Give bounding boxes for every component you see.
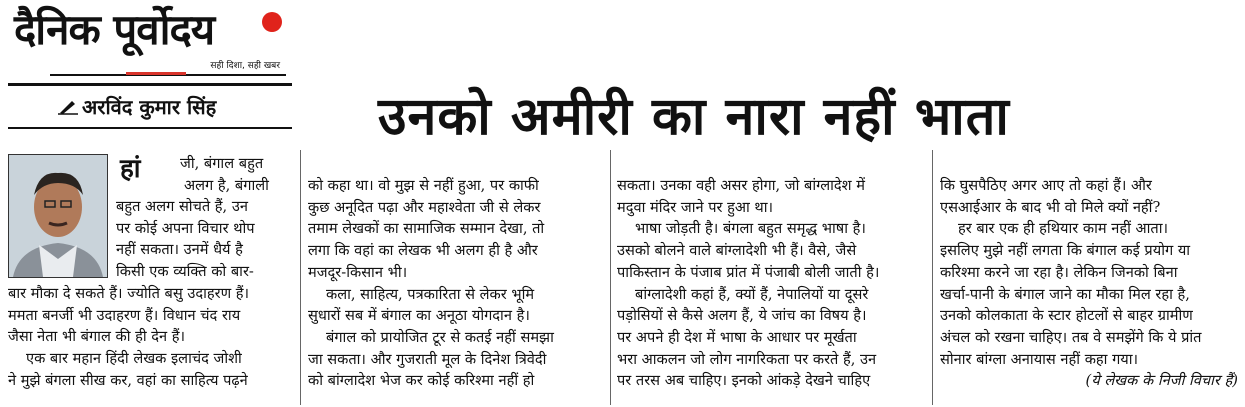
article-column-1-top [116, 153, 292, 196]
author-photo [8, 154, 108, 278]
column-1-line-9: जैसा नेता भी बंगाल की ही देन हैं। [8, 328, 186, 346]
drop-cap: हां [120, 154, 141, 184]
column-4-line-9: सोनार बांग्ला अनायास नहीं कहा गया। [940, 350, 1139, 368]
column-divider [932, 150, 933, 405]
column-4-line-4: इसलिए मुझे नहीं लगता कि बंगाल कई प्रयोग या [940, 242, 1191, 260]
masthead [14, 4, 286, 74]
column-2-line-6: कला, साहित्य, पत्रकारिता से लेकर भूमि [326, 285, 535, 303]
column-4-line-3: हर बार एक ही हथियार काम नहीं आता। [958, 220, 1169, 238]
column-1-line-8: ममता बनर्जी भी उदाहरण हैं। विधान चंद राय [8, 306, 241, 324]
column-3-line-6: बांग्लादेशी कहां हैं, क्यों हैं, नेपालियों या दूसरे [635, 285, 869, 303]
column-3-line-8: पर अपने ही देश में भाषा के आधार पर मूर्खता [617, 328, 857, 346]
column-4-line-1: कि घुसपैठिए अगर आए तो कहां हैं। और [940, 177, 1152, 194]
column-4-line-6: खर्चा-पानी के बंगाल जाने का मौका मिल रहा है, [940, 285, 1190, 303]
column-1-line-11: ने मुझे बंगला सीख कर, वहां का साहित्य पढ़ने [8, 371, 248, 389]
column-3-line-1: सकता। उनका वही असर होगा, जो बांग्लादेश में [617, 177, 865, 194]
byline-author: अरविंद कुमार सिंह [82, 95, 217, 119]
masthead-tagline: सही दिशा, सही खबर [210, 61, 280, 71]
column-1-line-10: एक बार महान हिंदी लेखक इलाचंद जोशी [26, 350, 242, 368]
byline-bottom-rule [8, 127, 292, 129]
column-3-line-10: पर तरस अब चाहिए। इनको आंकड़े देखने चाहिए [617, 372, 871, 390]
pen-icon [58, 97, 78, 115]
column-3-line-3: भाषा जोड़ती है। बंगला बहुत समृद्ध भाषा है। [635, 220, 866, 238]
column-3-line-4: उसको बोलने वाले बांग्लादेशी भी हैं। वैसे, जैसे [617, 242, 857, 260]
column-1-line-4: पर कोई अपना विचार थोप [116, 219, 255, 237]
column-2-line-1: को कहा था। वो मुझ से नहीं हुआ, पर काफी [308, 177, 539, 194]
author-portrait-icon [9, 155, 107, 277]
masthead-dot-icon [262, 12, 282, 32]
column-2-line-9: जा सकता। और गुजराती मूल के दिनेश त्रिवेदी [308, 350, 547, 368]
masthead-title: दैनिक पूर्वोदय [14, 5, 215, 54]
column-2-line-2: कुछ अनूदित पढ़ा और महाश्वेता जी से लेकर [308, 198, 541, 216]
article-column-4 [940, 175, 1238, 392]
author-disclaimer: (ये लेखक के निजी विचार हैं) [1085, 372, 1238, 390]
column-4-line-2: एसआईआर के बाद भी वो मिले क्यों नहीं? [940, 198, 1161, 216]
column-1-line-3: बहुत अलग सोचते हैं, उन [116, 198, 248, 215]
column-3-line-7: पड़ोसियों से कैसे अलग हैं, ये जांच का विषय है। [617, 307, 867, 325]
column-4-line-5: करिश्मा करने जा रहा है। लेकिन जिनको बिना [940, 263, 1178, 281]
masthead-rule-accent [126, 72, 186, 75]
column-1-line-2: अलग है, बंगाली [184, 176, 269, 194]
column-4-line-7: उनको कोलकाता के स्टार होटलों से बाहर ग्रामीण [940, 307, 1193, 325]
column-3-line-5: पाकिस्तान के पंजाब प्रांत में पंजाबी बोली जाती है। [617, 263, 880, 281]
column-2-line-4: लगा कि वहां का लेखक भी अलग ही है और [308, 242, 538, 260]
column-1-line-1: जी, बंगाल बहुत [180, 155, 264, 172]
column-divider [610, 150, 611, 405]
column-2-line-10: को बांग्लादेश भेज कर कोई करिश्मा नहीं हो [308, 372, 535, 390]
article-column-3 [617, 175, 925, 392]
article-column-2 [308, 175, 602, 392]
byline-box [8, 83, 292, 131]
headline: उनको अमीरी का नारा नहीं भाता [378, 87, 1010, 147]
column-1-line-5: नहीं सकता। उनमें धैर्य है [116, 241, 243, 259]
article-column-1-wrap [116, 196, 292, 283]
byline-top-rule [8, 83, 292, 86]
column-2-line-5: मजदूर-किसान भी। [308, 263, 408, 281]
column-2-line-7: सुधारों सब में बंगाल का अनूठा योगदान है। [308, 307, 530, 325]
column-3-line-9: भरा आकलन जो लोग नागरिकता पर करते हैं, उन [617, 350, 877, 368]
column-1-line-6: किसी एक व्यक्ति को बार- [116, 263, 254, 281]
column-1-line-7: बार मौका दे सकते हैं। ज्योति बसु उदाहरण हैं। [8, 285, 250, 302]
column-divider [300, 150, 301, 405]
column-4-line-8: अंचल को रखना चाहिए। तब वे समझेंगे कि ये प्रांत [940, 328, 1202, 346]
column-2-line-8: बंगाल को प्रायोजित टूर से कतई नहीं समझा [326, 328, 554, 346]
column-3-line-2: मदुवा मंदिर जाने पर हुआ था। [617, 198, 774, 216]
column-2-line-3: तमाम लेखकों का सामाजिक सम्मान देखा, तो [308, 220, 545, 238]
article-column-1-bottom [8, 283, 292, 392]
